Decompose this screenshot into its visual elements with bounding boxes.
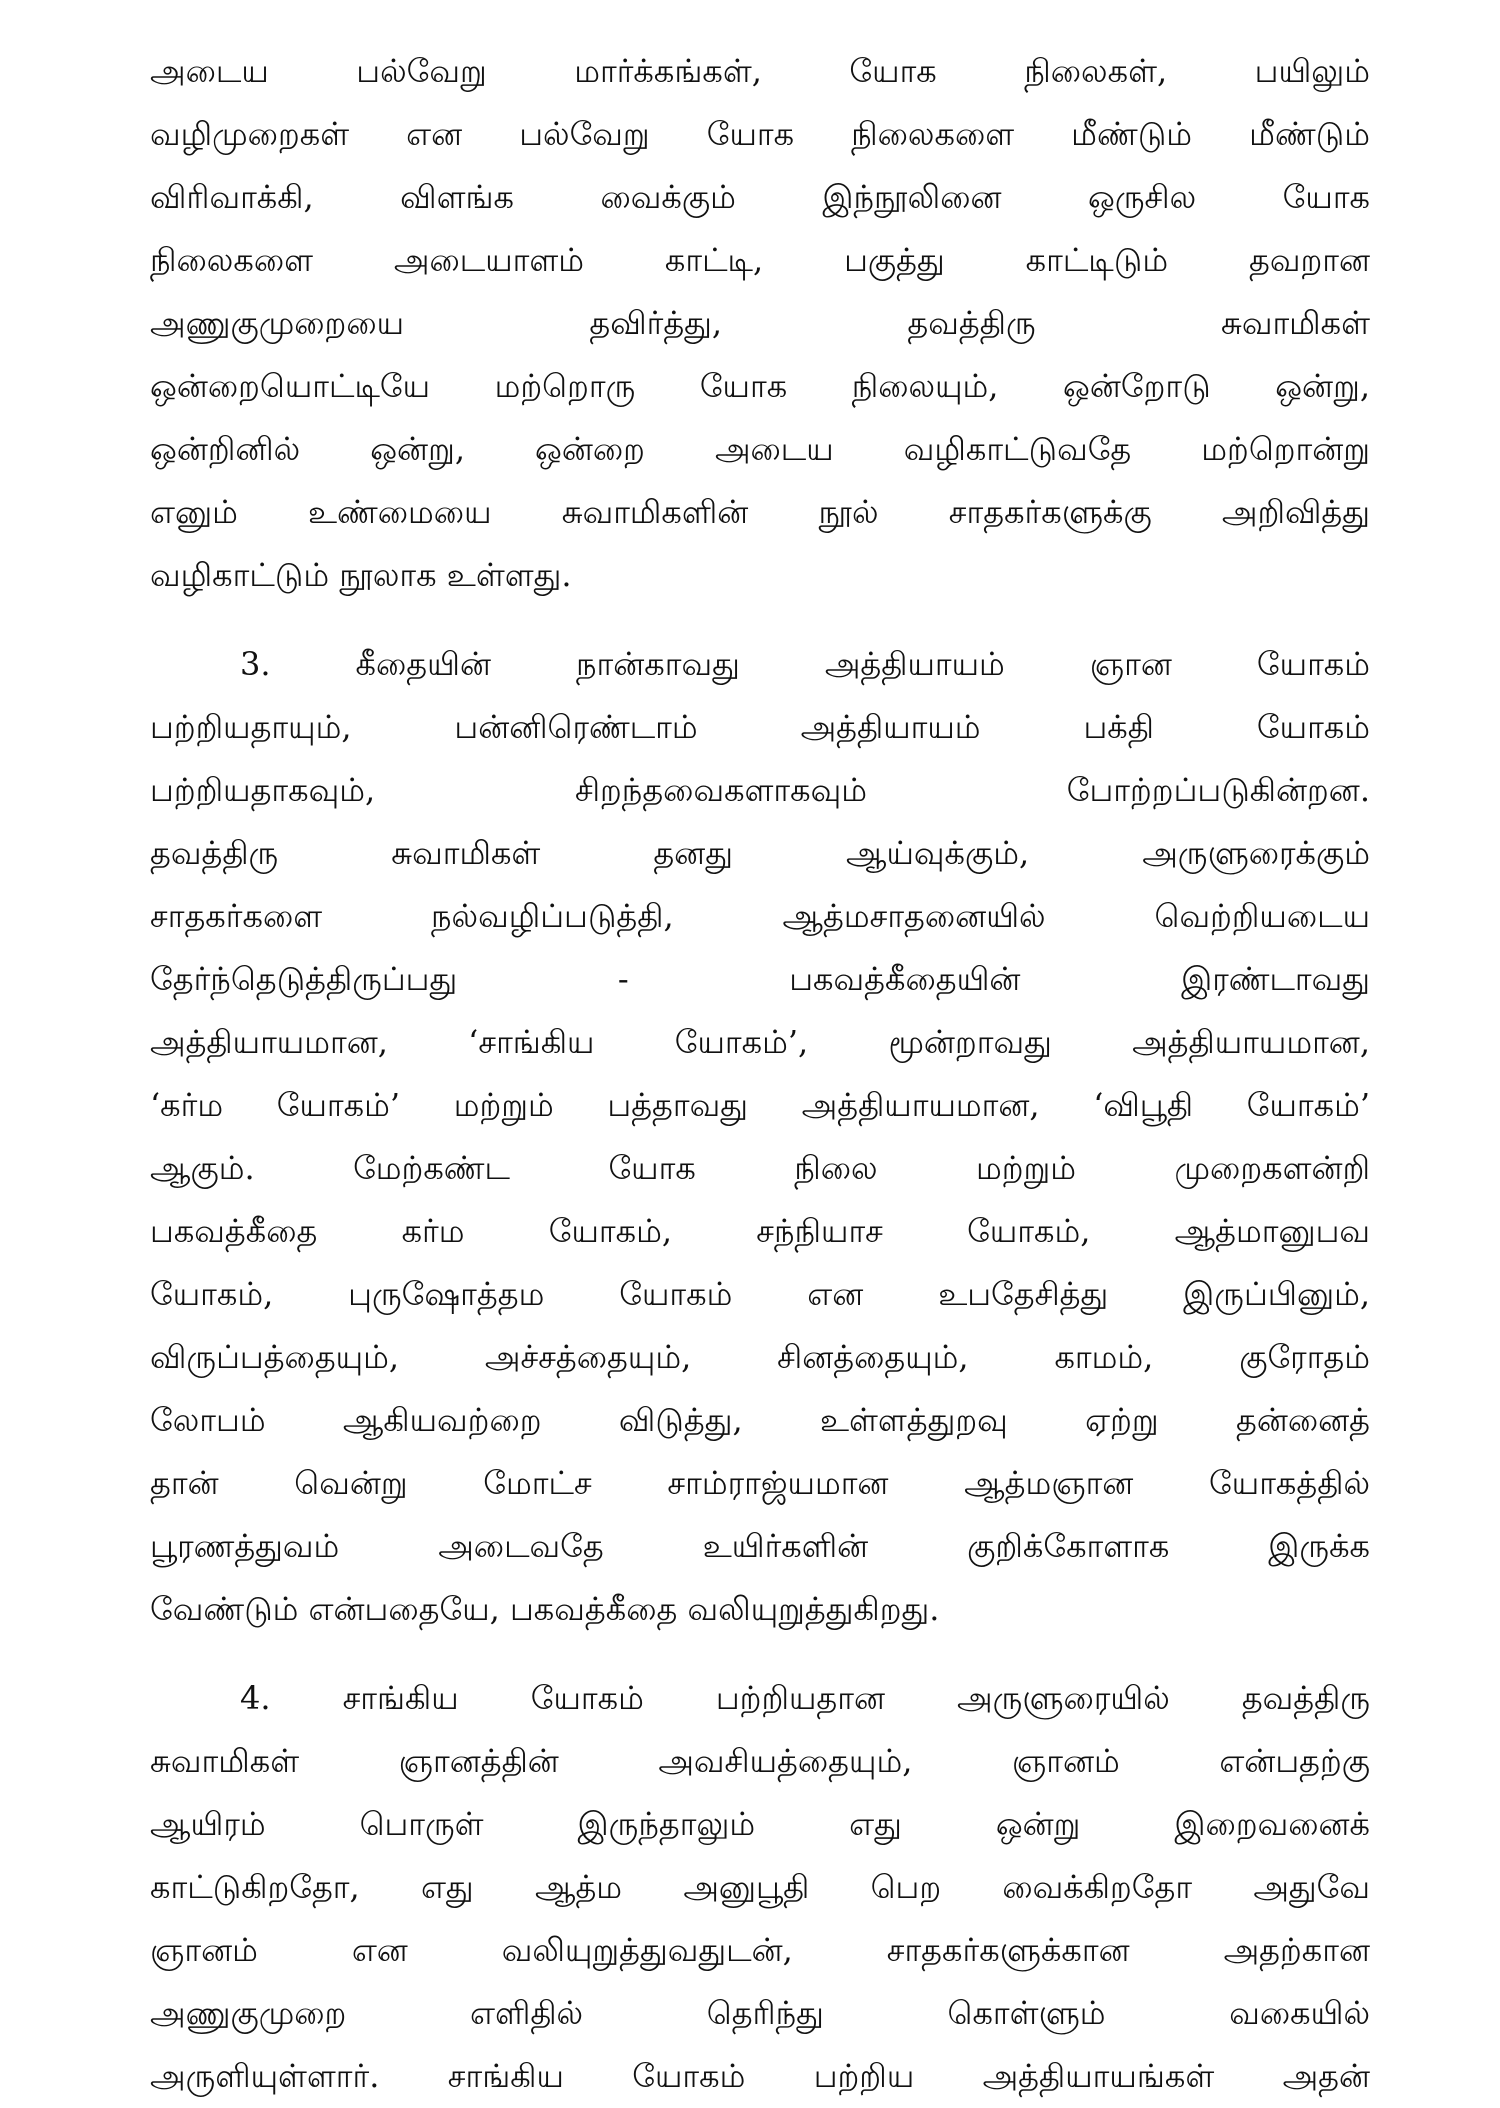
text-line: அணுகுமுறையை தவிர்த்து, தவத்திரு சுவாமிகள் — [150, 304, 1370, 342]
text-line: ஞானம் என வலியுறுத்துவதுடன், சாதகர்களுக்கான அதற்கான — [150, 1931, 1370, 1969]
text-line: 3. கீதையின் நான்காவது அத்தியாயம் ஞான யோகம் — [240, 645, 1370, 683]
text-line: நிலைகளை அடையாளம் காட்டி, பகுத்து காட்டிடும் தவறான — [150, 241, 1370, 279]
text-line: லோபம் ஆகியவற்றை விடுத்து, உள்ளத்துறவு ஏற்று தன்னைத் — [150, 1401, 1370, 1439]
text-line: ஒன்றையொட்டியே மற்றொரு யோக நிலையும், ஒன்றோடு ஒன்று, — [150, 367, 1370, 405]
text-line: பற்றியதாயும், பன்னிரெண்டாம் அத்தியாயம் பக்தி யோகம் — [150, 708, 1370, 746]
text-line: தேர்ந்தெடுத்திருப்பது - பகவத்கீதையின் இரண்டாவது — [150, 960, 1370, 998]
text-line: ஆயிரம் பொருள் இருந்தாலும் எது ஒன்று இறைவனைக் — [150, 1805, 1370, 1843]
text-line: ஆகும். மேற்கண்ட யோக நிலை மற்றும் முறைகளன்றி — [150, 1149, 1370, 1187]
text-line: வேண்டும் என்பதையே, பகவத்கீதை வலியுறுத்துகிறது. — [150, 1590, 940, 1628]
paragraph-gap — [150, 1641, 1370, 1667]
paragraph-2 — [150, 633, 1370, 1641]
text-line: ஒன்றினில் ஒன்று, ஒன்றை அடைய வழிகாட்டுவதே மற்றொன்று — [150, 430, 1370, 468]
text-line: தவத்திரு சுவாமிகள் தனது ஆய்வுக்கும், அருளுரைக்கும் — [150, 834, 1370, 872]
text-line: விருப்பத்தையும், அச்சத்தையும், சினத்தையும், காமம், குரோதம் — [150, 1338, 1370, 1376]
text-line: வழிகாட்டும் நூலாக உள்ளது. — [150, 556, 572, 594]
text-line: பகவத்கீதை கர்ம யோகம், சந்நியாச யோகம், ஆத்மானுபவ — [150, 1212, 1370, 1250]
text-line: ‘கர்ம யோகம்’ மற்றும் பத்தாவது அத்தியாயமான, ‘விபூதி யோகம்’ — [150, 1086, 1370, 1124]
paragraph-3 — [150, 1667, 1370, 2108]
text-line: அருளியுள்ளார். சாங்கிய யோகம் பற்றிய அத்தியாயங்கள் அதன் — [150, 2057, 1370, 2095]
text-line: அணுகுமுறை எளிதில் தெரிந்து கொள்ளும் வகையில் — [150, 1994, 1370, 2032]
text-line: வழிமுறைகள் என பல்வேறு யோக நிலைகளை மீண்டும் மீண்டும் — [150, 115, 1370, 153]
text-line: விரிவாக்கி, விளங்க வைக்கும் இந்நூலினை ஒருசில யோக — [150, 178, 1370, 216]
text-line: அடைய பல்வேறு மார்க்கங்கள், யோக நிலைகள், பயிலும் — [150, 52, 1370, 90]
text-line: எனும் உண்மையை சுவாமிகளின் நூல் சாதகர்களுக்கு அறிவித்து — [150, 493, 1370, 531]
text-line: அத்தியாயமான, ‘சாங்கிய யோகம்’, மூன்றாவது அத்தியாயமான, — [150, 1023, 1370, 1061]
text-line: பற்றியதாகவும், சிறந்தவைகளாகவும் போற்றப்படுகின்றன. — [150, 771, 1370, 809]
text-line: பூரணத்துவம் அடைவதே உயிர்களின் குறிக்கோளாக இருக்க — [150, 1527, 1370, 1565]
text-line: 4. சாங்கிய யோகம் பற்றியதான அருளுரையில் தவத்திரு — [240, 1679, 1370, 1717]
text-line: தான் வென்று மோட்ச சாம்ராஜ்யமான ஆத்மஞான யோகத்தில் — [150, 1464, 1370, 1502]
paragraph-gap — [150, 607, 1370, 633]
text-line: யோகம், புருஷோத்தம யோகம் என உபதேசித்து இருப்பினும், — [150, 1275, 1370, 1313]
text-line: காட்டுகிறதோ, எது ஆத்ம அனுபூதி பெற வைக்கிறதோ அதுவே — [150, 1868, 1370, 1906]
text-line: சாதகர்களை நல்வழிப்படுத்தி, ஆத்மசாதனையில் வெற்றியடைய — [150, 897, 1370, 935]
body-text — [150, 40, 1370, 2108]
paragraph-1 — [150, 40, 1370, 607]
text-line: சுவாமிகள் ஞானத்தின் அவசியத்தையும், ஞானம் என்பதற்கு — [150, 1742, 1370, 1780]
